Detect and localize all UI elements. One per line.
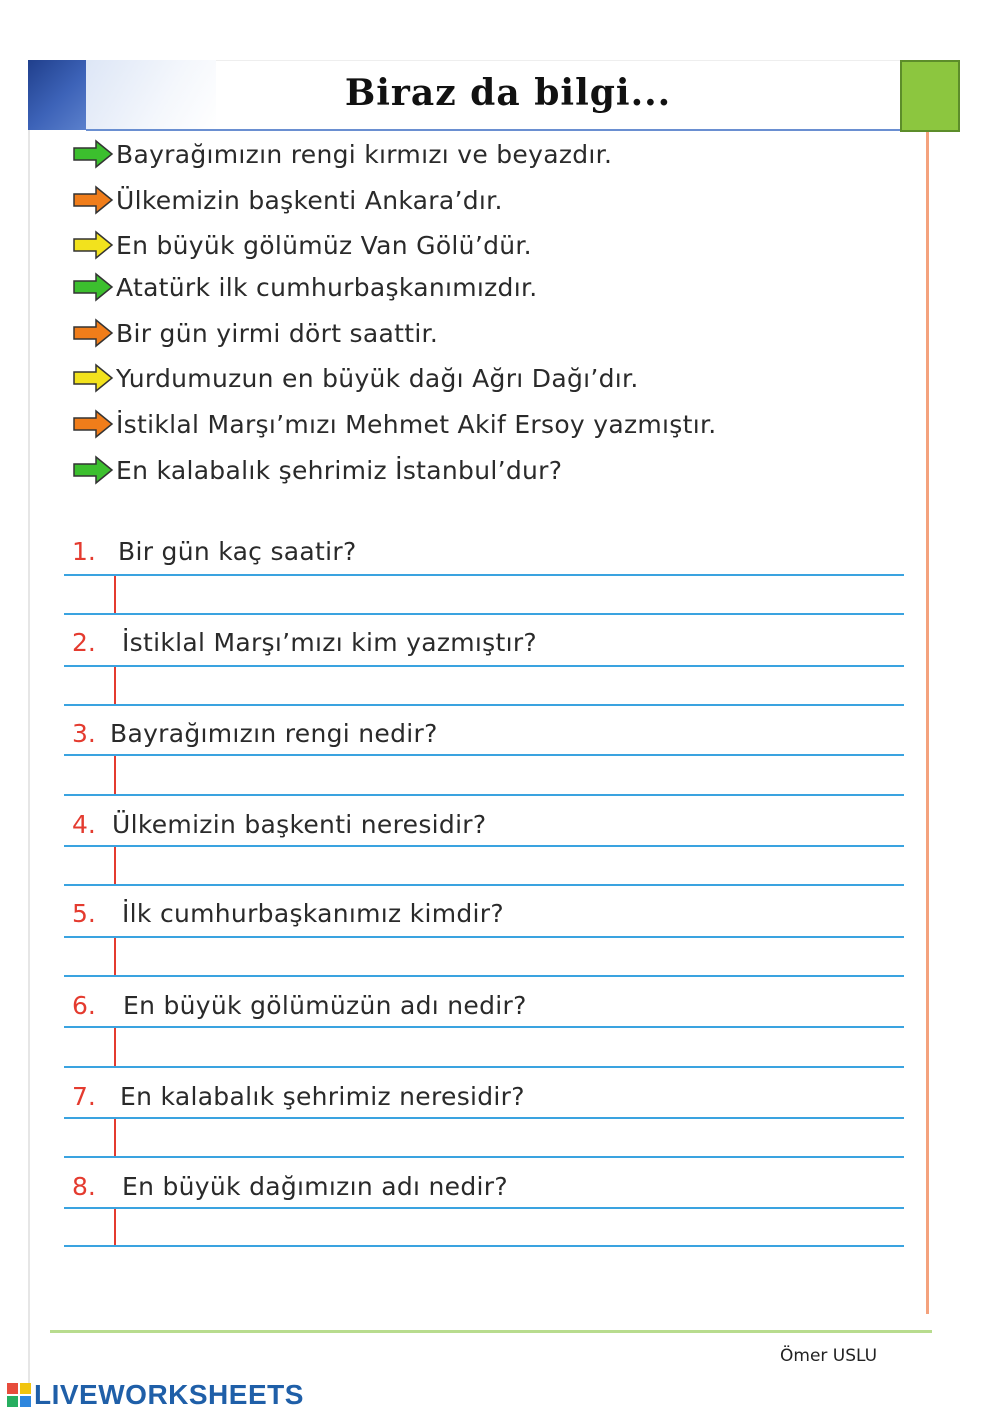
question-number: 4. — [72, 810, 96, 839]
question-number: 5. — [72, 899, 96, 928]
question-text: Bayrağımızın rengi nedir? — [110, 719, 438, 748]
footer-divider — [50, 1330, 932, 1333]
answer-line-top — [64, 936, 904, 938]
brand-footer[interactable] — [6, 1380, 304, 1410]
fact-text: Bir gün yirmi dört saattir. — [116, 318, 439, 348]
arrow-right-icon — [72, 272, 114, 302]
arrow-right-icon — [72, 185, 114, 215]
answer-margin-mark — [114, 1119, 116, 1157]
question-text: Ülkemizin başkenti neresidir? — [112, 810, 487, 839]
arrow-right-icon — [72, 363, 114, 393]
liveworksheets-logo-icon — [6, 1382, 32, 1408]
answer-line-bottom[interactable] — [64, 613, 904, 615]
brand-name: LIVEWORKSHEETS — [34, 1379, 304, 1410]
fact-text: Ülkemizin başkenti Ankara’dır. — [116, 185, 503, 215]
fact-text: Atatürk ilk cumhurbaşkanımızdır. — [116, 272, 538, 302]
answer-line-bottom[interactable] — [64, 1245, 904, 1247]
fact-item — [72, 313, 438, 353]
answer-line-top — [64, 574, 904, 576]
question-number: 1. — [72, 537, 96, 566]
question-number: 8. — [72, 1172, 96, 1201]
right-margin-line — [926, 132, 929, 1314]
fact-text: Yurdumuzun en büyük dağı Ağrı Dağı’dır. — [116, 363, 639, 393]
question-text: İlk cumhurbaşkanımız kimdir? — [122, 899, 504, 928]
fact-item — [72, 180, 503, 220]
answer-line-top — [64, 1117, 904, 1119]
question-text: En kalabalık şehrimiz neresidir? — [120, 1082, 525, 1111]
arrow-right-icon — [72, 455, 114, 485]
answer-line-top — [64, 754, 904, 756]
answer-line-top — [64, 665, 904, 667]
answer-margin-mark — [114, 756, 116, 794]
worksheet-header — [28, 60, 960, 132]
fact-item — [72, 134, 612, 174]
question-number: 2. — [72, 628, 96, 657]
question-text: En büyük gölümüzün adı nedir? — [123, 991, 527, 1020]
fact-item — [72, 450, 562, 490]
question-number: 3. — [72, 719, 96, 748]
fact-item — [72, 267, 538, 307]
page-title: Biraz da bilgi... — [344, 72, 672, 114]
question-number: 6. — [72, 991, 96, 1020]
header-green-block — [900, 60, 960, 132]
fact-item — [72, 404, 717, 444]
fact-text: İstiklal Marşı’mızı Mehmet Akif Ersoy yazmıştır. — [116, 409, 717, 439]
answer-margin-mark — [114, 667, 116, 705]
answer-line-bottom[interactable] — [64, 794, 904, 796]
answer-margin-mark — [114, 1028, 116, 1066]
answer-margin-mark — [114, 938, 116, 976]
answer-line-top — [64, 1207, 904, 1209]
answer-line-top — [64, 1026, 904, 1028]
fact-item — [72, 225, 532, 265]
arrow-right-icon — [72, 139, 114, 169]
question-text: Bir gün kaç saatir? — [118, 537, 357, 566]
question-text: En büyük dağımızın adı nedir? — [122, 1172, 508, 1201]
answer-line-bottom[interactable] — [64, 884, 904, 886]
header-underline — [86, 129, 902, 131]
answer-margin-mark — [114, 847, 116, 885]
fact-text: En büyük gölümüz Van Gölü’dür. — [116, 230, 532, 260]
question-number: 7. — [72, 1082, 96, 1111]
fact-text: En kalabalık şehrimiz İstanbul’dur? — [116, 455, 563, 485]
question-text: İstiklal Marşı’mızı kim yazmıştır? — [122, 628, 537, 657]
arrow-right-icon — [72, 409, 114, 439]
answer-line-bottom[interactable] — [64, 975, 904, 977]
answer-margin-mark — [114, 576, 116, 614]
arrow-right-icon — [72, 318, 114, 348]
fact-text: Bayrağımızın rengi kırmızı ve beyazdır. — [116, 139, 613, 169]
author-name: Ömer USLU — [780, 1346, 878, 1366]
answer-line-bottom[interactable] — [64, 704, 904, 706]
arrow-right-icon — [72, 230, 114, 260]
header-blue-block — [28, 60, 86, 130]
header-stripe — [86, 60, 216, 130]
answer-margin-mark — [114, 1209, 116, 1247]
answer-line-bottom[interactable] — [64, 1156, 904, 1158]
answer-line-bottom[interactable] — [64, 1066, 904, 1068]
fact-item — [72, 358, 639, 398]
answer-line-top — [64, 845, 904, 847]
